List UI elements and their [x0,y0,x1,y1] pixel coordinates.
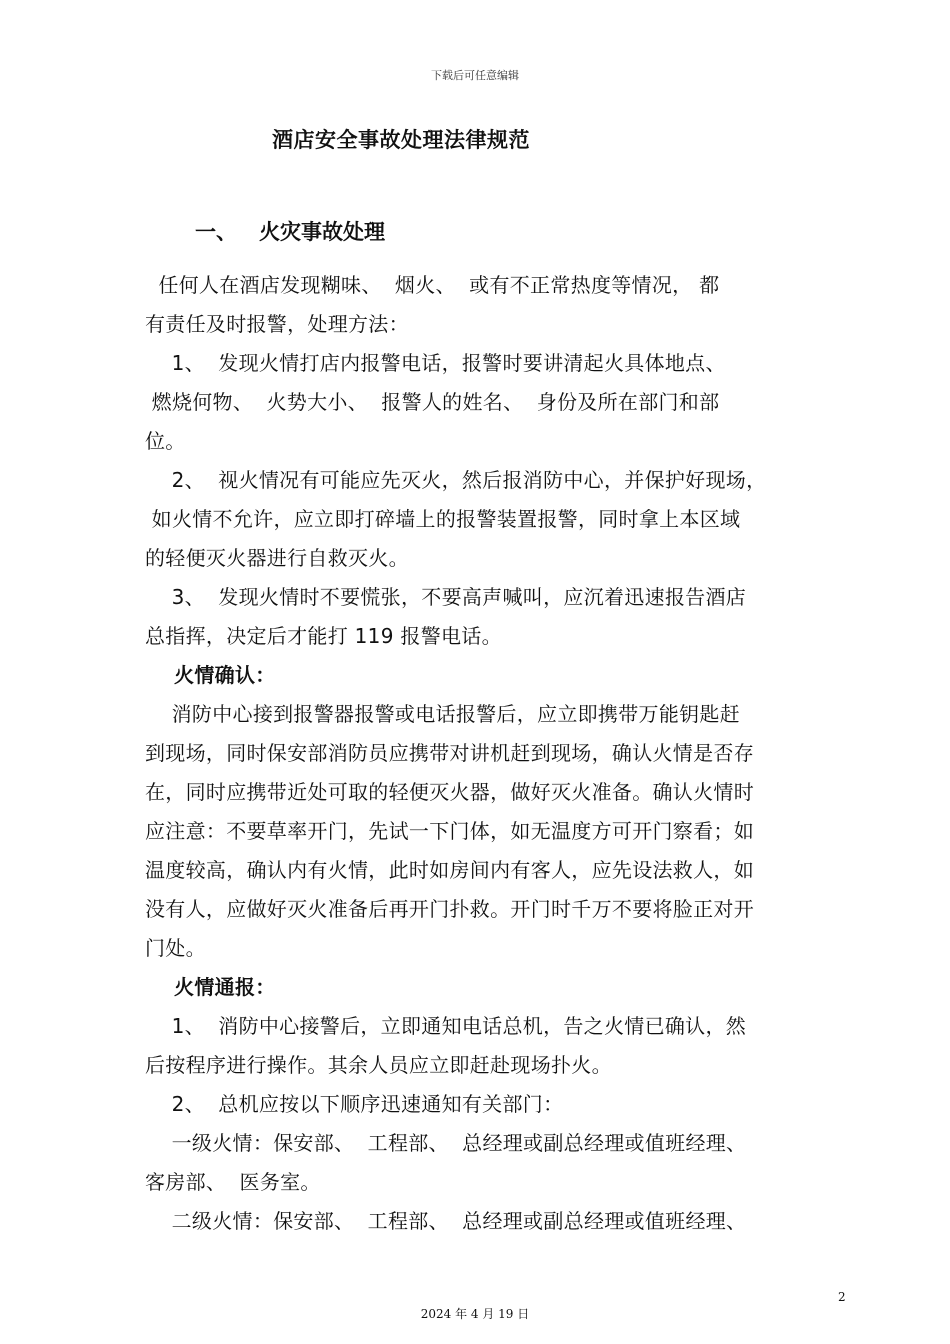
text-line: 客房部、 医务室。 [145,1170,321,1194]
text-line: 后按程序进行操作。其余人员应立即赶赴现场扑火。 [145,1053,612,1077]
section-title: 火灾事故处理 [259,220,385,244]
subheading-line: 火情通报： [145,975,276,999]
page-number: 2 [838,1290,846,1304]
text-line: 2、 视火情况有可能应先灭火，然后报消防中心，并保护好现场， [145,468,767,492]
text-line: 1、 发现火情打店内报警电话，报警时要讲清起火具体地点、 [145,351,726,375]
subheading-line: 火情确认： [145,663,276,687]
text-line: 燃烧何物、 火势大小、 报警人的姓名、 身份及所在部门和部 [145,390,720,414]
text-line: 门处。 [145,936,206,960]
text-line: 到现场，同时保安部消防员应携带对讲机赶到现场，确认火情是否存 [145,741,754,765]
text-line: 如火情不允许，应立即打碎墙上的报警装置报警，同时拿上本区域 [145,507,741,531]
text-line: 位。 [145,429,186,453]
text-line: 没有人，应做好灭火准备后再开门扑救。开门时千万不要将脸正对开 [145,897,754,921]
text-line: 2、 总机应按以下顺序迅速通知有关部门： [145,1092,564,1116]
text-line: 温度较高，确认内有火情，此时如房间内有客人，应先设法救人，如 [145,858,754,882]
text-line: 消防中心接到报警器报警或电话报警后，应立即携带万能钥匙赶 [145,702,741,726]
section-number: 一、 [195,220,237,244]
text-line: 二级火情：保安部、 工程部、 总经理或副总经理或值班经理、 [145,1209,747,1233]
text-line: 1、 消防中心接警后，立即通知电话总机，告之火情已确认，然 [145,1014,747,1038]
text-line: 在，同时应携带近处可取的轻便灭火器，做好灭火准备。确认火情时 [145,780,754,804]
page-header: 下载后可任意编辑 [431,69,519,82]
text-line: 有责任及时报警，处理方法： [145,312,409,336]
text-line: 一级火情：保安部、 工程部、 总经理或副总经理或值班经理、 [145,1131,747,1155]
text-line: 应注意：不要草率开门，先试一下门体，如无温度方可开门察看；如 [145,819,754,843]
text-line: 任何人在酒店发现糊味、 烟火、 或有不正常热度等情况， 都 [145,273,720,297]
section-heading [195,216,385,246]
text-line: 3、 发现火情时不要慌张，不要高声喊叫，应沉着迅速报告酒店 [145,585,747,609]
text-line: 总指挥，决定后才能打 119 报警电话。 [145,624,502,648]
footer-date: 2024 年 4 月 19 日 [420,1307,530,1321]
document-title: 酒店安全事故处理法律规范 [272,128,530,152]
body-text [145,266,845,1241]
text-line: 的轻便灭火器进行自救灭火。 [145,546,409,570]
